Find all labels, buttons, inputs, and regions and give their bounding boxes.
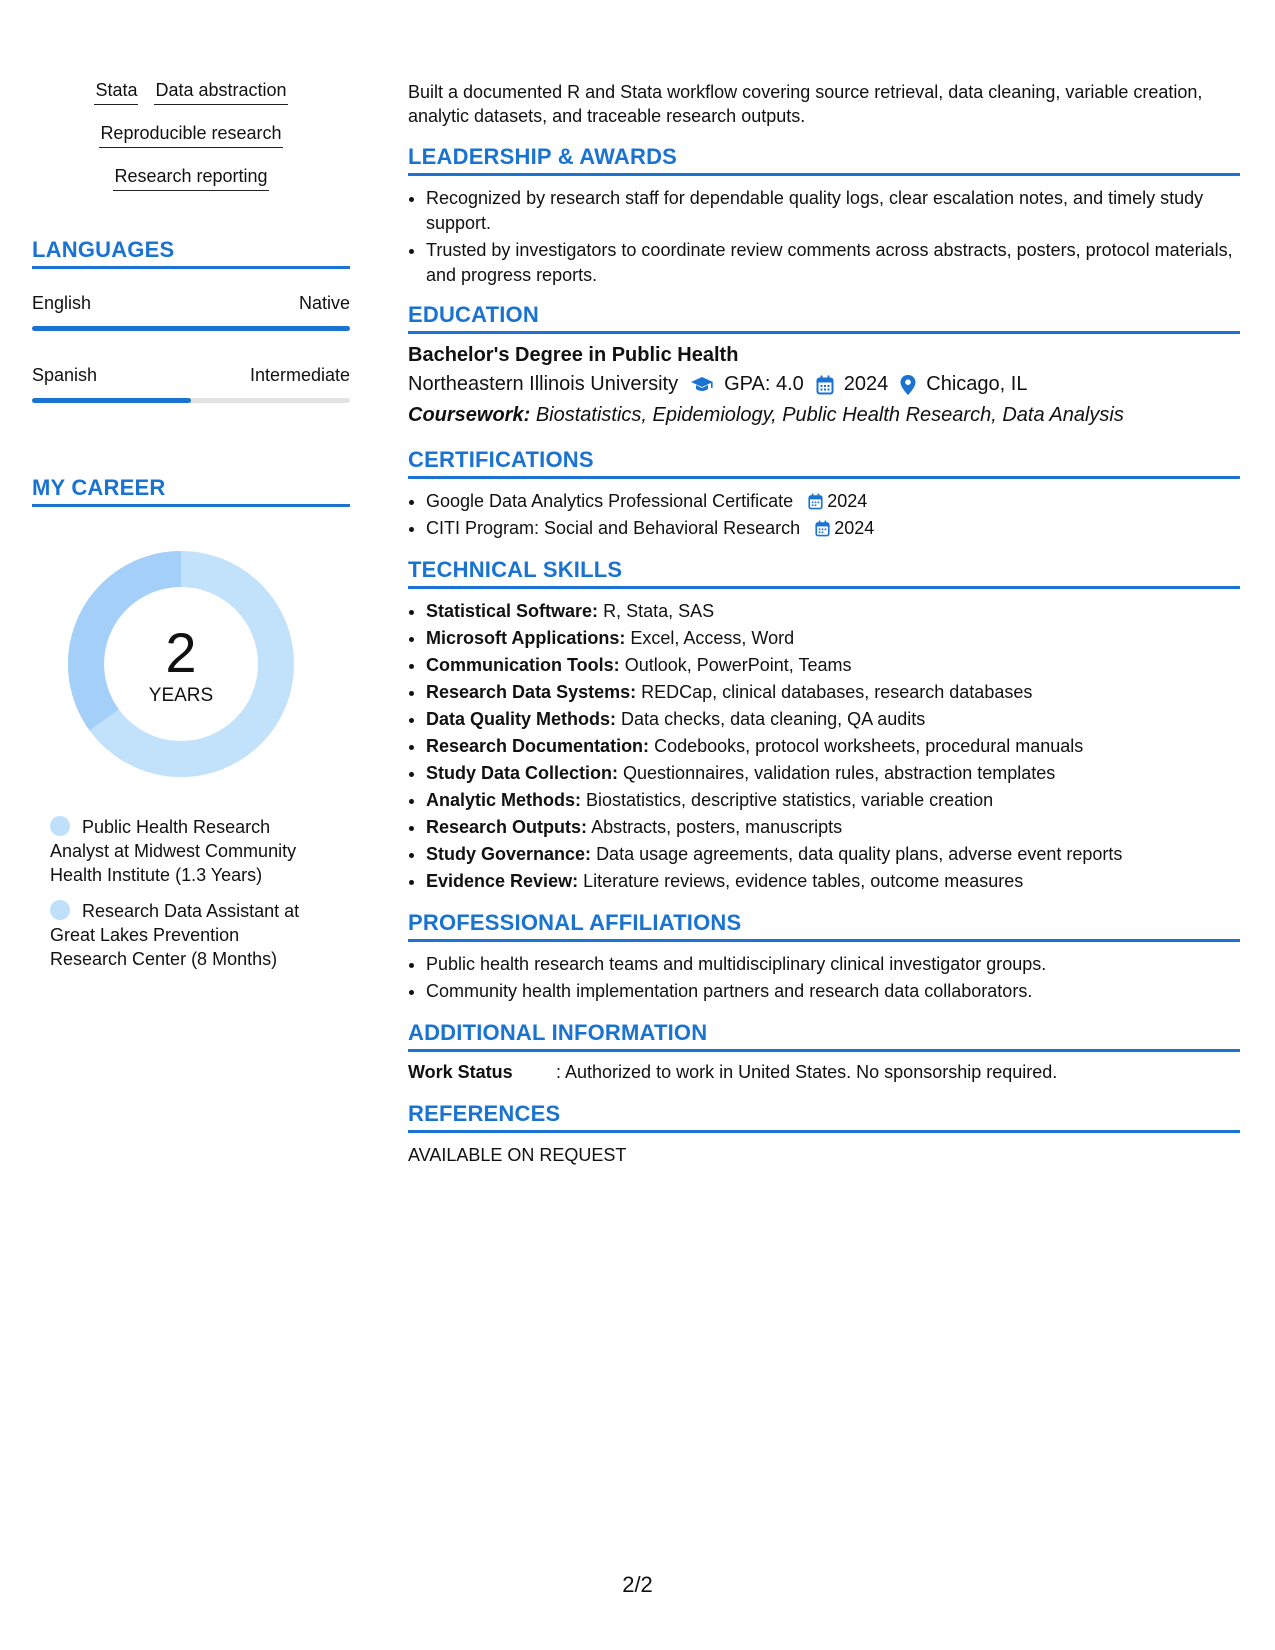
coursework-label: Coursework:	[408, 404, 531, 426]
technical-skills-list	[408, 599, 1240, 894]
skill-label: Statistical Software:	[426, 601, 599, 621]
career-item-text: Public Health Research Analyst at Midwest Community Health Institute (1.3 Years)	[50, 817, 297, 885]
career-item	[32, 815, 315, 887]
coursework-list: Biostatistics, Epidemiology, Public Health Research, Data Analysis	[535, 404, 1124, 426]
work-status-label: Work Status	[408, 1062, 513, 1082]
skill-tags	[32, 80, 350, 191]
skill-label: Study Governance:	[426, 844, 592, 864]
skill-item	[426, 734, 1240, 759]
career-heading: MY CAREER	[32, 475, 350, 507]
skill-value: R, Stata, SAS	[603, 601, 715, 621]
skill-value: Questionnaires, validation rules, abstraction templates	[623, 763, 1056, 783]
skill-label: Research Documentation:	[426, 736, 650, 756]
language-bar	[32, 326, 350, 331]
career-years-value: 2	[165, 621, 197, 684]
certifications-list	[408, 489, 1240, 541]
certification-name: Google Data Analytics Professional Certificate	[426, 491, 794, 511]
graduation-year: 2024	[843, 373, 889, 395]
skill-label: Microsoft Applications:	[426, 628, 626, 648]
degree-title: Bachelor's Degree in Public Health	[408, 344, 739, 366]
leadership-list	[408, 186, 1240, 288]
skill-item	[426, 707, 1240, 732]
skill-label: Analytic Methods:	[426, 790, 582, 810]
certification-item	[426, 516, 1240, 541]
skill-tag: Stata	[94, 80, 138, 105]
list-item: • Public health research teams and multidisciplinary clinical investigator groups.	[426, 952, 1240, 977]
skill-item	[426, 599, 1240, 624]
main-content	[408, 80, 1240, 1167]
sidebar	[32, 80, 350, 983]
calendar-icon	[808, 493, 823, 510]
work-status-value: : Authorized to work in United States. No sponsorship required.	[556, 1062, 1058, 1082]
references-text: AVAILABLE ON REQUEST	[408, 1145, 627, 1165]
list-item: • Community health implementation partners and research data collaborators.	[426, 979, 1240, 1004]
calendar-icon	[815, 520, 830, 537]
skill-value: Outlook, PowerPoint, Teams	[624, 655, 852, 675]
intro-paragraph: Built a documented R and Stata workflow covering source retrieval, data cleaning, variable creation, analytic datasets, and traceable research outputs.	[408, 82, 1203, 126]
certification-year: 2024	[827, 491, 868, 511]
skill-item	[426, 680, 1240, 705]
skill-label: Data Quality Methods:	[426, 709, 617, 729]
skill-item	[426, 815, 1240, 840]
language-item	[32, 293, 350, 331]
skill-value: Codebooks, protocol worksheets, procedural manuals	[654, 736, 1084, 756]
education-heading: EDUCATION	[408, 302, 1240, 334]
language-bar-fill	[32, 398, 191, 403]
skill-label: Research Data Systems:	[426, 682, 637, 702]
skill-item	[426, 653, 1240, 678]
graduation-cap-icon	[690, 376, 714, 394]
skill-value: REDCap, clinical databases, research databases	[641, 682, 1033, 702]
career-item	[32, 899, 315, 971]
list-item: • Trusted by investigators to coordinate review comments across abstracts, posters, protocol materials, and progress reports.	[426, 238, 1240, 288]
language-bar-fill	[32, 326, 350, 331]
school-location: Chicago, IL	[926, 373, 1028, 395]
gpa: GPA: 4.0	[724, 373, 804, 395]
certification-year: 2024	[834, 518, 875, 538]
technical-skills-heading: TECHNICAL SKILLS	[408, 557, 1240, 589]
skill-item	[426, 788, 1240, 813]
certification-name: CITI Program: Social and Behavioral Research	[426, 518, 801, 538]
legend-dot	[50, 900, 70, 920]
list-item: • Recognized by research staff for dependable quality logs, clear escalation notes, and timely study support.	[426, 186, 1240, 236]
languages-heading: LANGUAGES	[32, 237, 350, 269]
certifications-heading: CERTIFICATIONS	[408, 447, 1240, 479]
leadership-heading: LEADERSHIP & AWARDS	[408, 144, 1240, 176]
skill-value: Data usage agreements, data quality plans, adverse event reports	[596, 844, 1123, 864]
education-meta	[408, 373, 1240, 396]
skill-item	[426, 761, 1240, 786]
work-status-row	[408, 1062, 1240, 1083]
skill-value: Data checks, data cleaning, QA audits	[621, 709, 926, 729]
school-name: Northeastern Illinois University	[408, 373, 679, 395]
legend-dot	[50, 816, 70, 836]
skill-item	[426, 842, 1240, 867]
references-heading: REFERENCES	[408, 1101, 1240, 1133]
additional-info-heading: ADDITIONAL INFORMATION	[408, 1020, 1240, 1052]
page-number: 2/2	[622, 1572, 653, 1597]
skill-tag: Data abstraction	[154, 80, 287, 105]
career-years-unit: YEARS	[148, 685, 214, 706]
language-level: Native	[298, 293, 350, 313]
location-pin-icon	[900, 375, 916, 395]
language-item	[32, 365, 350, 403]
certification-item	[426, 489, 1240, 514]
skill-label: Research Outputs:	[426, 817, 588, 837]
affiliations-list	[408, 952, 1240, 1004]
skill-value: Excel, Access, Word	[630, 628, 795, 648]
career-donut	[66, 549, 296, 779]
skill-value: Literature reviews, evidence tables, outcome measures	[583, 871, 1024, 891]
skill-value: Abstracts, posters, manuscripts	[591, 817, 843, 837]
skill-item	[426, 626, 1240, 651]
skill-tag: Research reporting	[113, 166, 268, 191]
skill-label: Study Data Collection:	[426, 763, 619, 783]
coursework	[408, 404, 1240, 427]
skill-tag: Reproducible research	[99, 123, 282, 148]
language-name: English	[32, 293, 92, 313]
language-name: Spanish	[32, 365, 98, 385]
skill-label: Evidence Review:	[426, 871, 579, 891]
skill-value: Biostatistics, descriptive statistics, variable creation	[586, 790, 994, 810]
language-bar	[32, 398, 350, 403]
language-level: Intermediate	[249, 365, 350, 385]
skill-item	[426, 869, 1240, 894]
skill-label: Communication Tools:	[426, 655, 620, 675]
affiliations-heading: PROFESSIONAL AFFILIATIONS	[408, 910, 1240, 942]
career-item-text: Research Data Assistant at Great Lakes Prevention Research Center (8 Months)	[50, 901, 300, 969]
calendar-icon	[816, 375, 834, 395]
